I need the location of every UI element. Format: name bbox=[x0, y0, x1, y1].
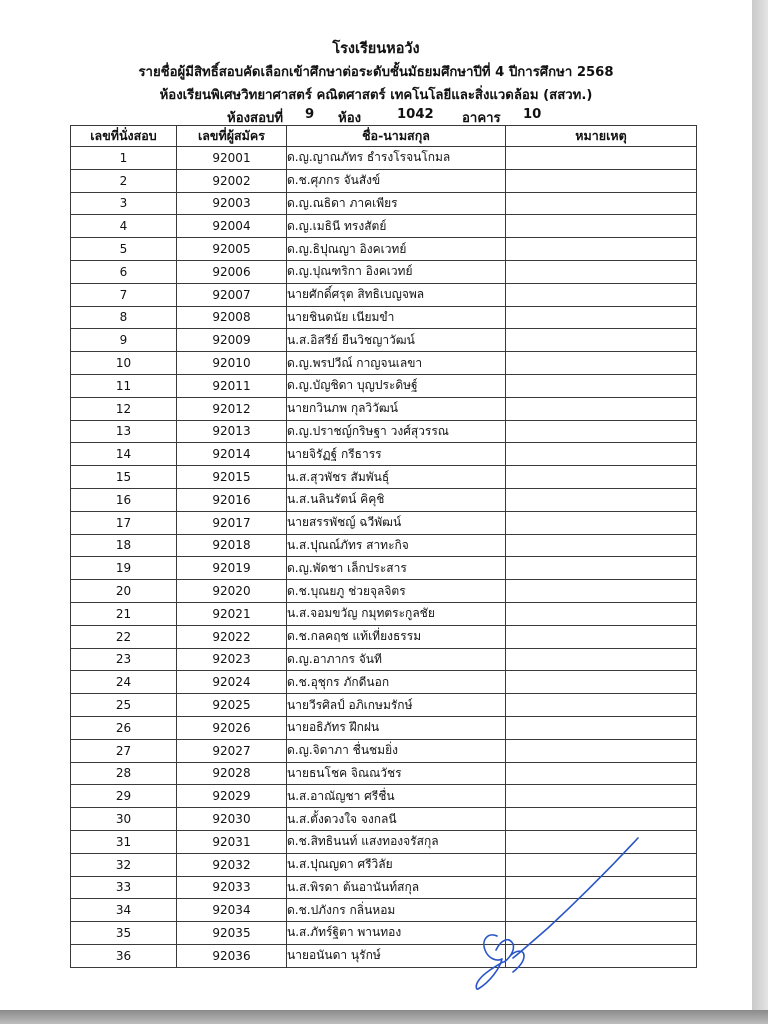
table-row bbox=[71, 306, 697, 329]
seat-number-cell: 10 bbox=[71, 352, 177, 375]
table-row bbox=[71, 192, 697, 215]
applicant-number-cell: 92013 bbox=[177, 420, 287, 443]
applicant-number-cell: 92012 bbox=[177, 397, 287, 420]
full-name-cell: ด.ช.บุณยภู ช่วยจุลจิตร bbox=[287, 580, 506, 603]
remarks-cell bbox=[506, 260, 697, 283]
applicant-number-cell: 92026 bbox=[177, 716, 287, 739]
seat-number-cell: 23 bbox=[71, 648, 177, 671]
header-full-name: ชื่อ-นามสกุล bbox=[287, 126, 506, 147]
remarks-cell bbox=[506, 329, 697, 352]
seat-number-cell: 25 bbox=[71, 694, 177, 717]
seat-number-cell: 15 bbox=[71, 466, 177, 489]
table-row bbox=[71, 580, 697, 603]
signature-stroke bbox=[476, 838, 638, 989]
seat-number-cell: 28 bbox=[71, 762, 177, 785]
seat-number-cell: 30 bbox=[71, 808, 177, 831]
full-name-cell: น.ส.นลินรัตน์ คิคุชิ bbox=[287, 488, 506, 511]
applicant-number-cell: 92020 bbox=[177, 580, 287, 603]
applicant-number-cell: 92018 bbox=[177, 534, 287, 557]
seat-number-cell: 36 bbox=[71, 944, 177, 967]
table-row bbox=[71, 716, 697, 739]
seat-number-cell: 35 bbox=[71, 922, 177, 945]
header-remarks: หมายเหตุ bbox=[506, 126, 697, 147]
applicant-number-cell: 92010 bbox=[177, 352, 287, 375]
seat-number-cell: 3 bbox=[71, 192, 177, 215]
seat-number-cell: 26 bbox=[71, 716, 177, 739]
seat-number-cell: 32 bbox=[71, 853, 177, 876]
seat-number-cell: 5 bbox=[71, 238, 177, 261]
exam-room-number: 9 bbox=[305, 107, 315, 122]
header-seat-number: เลขที่นั่งสอบ bbox=[71, 126, 177, 147]
table-row bbox=[71, 420, 697, 443]
table-row bbox=[71, 739, 697, 762]
table-row bbox=[71, 260, 697, 283]
full-name-cell: ด.ญ.พรปวีณ์ กาญจนเลขา bbox=[287, 352, 506, 375]
table-row bbox=[71, 808, 697, 831]
table-row bbox=[71, 625, 697, 648]
applicant-number-cell: 92017 bbox=[177, 511, 287, 534]
seat-number-cell: 1 bbox=[71, 147, 177, 170]
full-name-cell: นายวีรศิลป์ อภิเกษมรักษ์ bbox=[287, 694, 506, 717]
table-row bbox=[71, 147, 697, 170]
full-name-cell: ด.ญ.ณธิดา ภาคเพียร bbox=[287, 192, 506, 215]
applicant-number-cell: 92021 bbox=[177, 602, 287, 625]
table-row bbox=[71, 283, 697, 306]
applicant-number-cell: 92006 bbox=[177, 260, 287, 283]
full-name-cell: น.ส.จอมขวัญ กมุทตระกูลชัย bbox=[287, 602, 506, 625]
seat-number-cell: 2 bbox=[71, 169, 177, 192]
full-name-cell: น.ส.อาณัญชา ศรีชื่น bbox=[287, 785, 506, 808]
table-header-row bbox=[71, 126, 697, 147]
table-row bbox=[71, 488, 697, 511]
room-label: ห้อง bbox=[338, 111, 362, 126]
remarks-cell bbox=[506, 352, 697, 375]
seat-number-cell: 9 bbox=[71, 329, 177, 352]
seat-number-cell: 21 bbox=[71, 602, 177, 625]
remarks-cell bbox=[506, 374, 697, 397]
applicant-number-cell: 92007 bbox=[177, 283, 287, 306]
seat-number-cell: 12 bbox=[71, 397, 177, 420]
applicant-number-cell: 92001 bbox=[177, 147, 287, 170]
remarks-cell bbox=[506, 602, 697, 625]
table-row bbox=[71, 352, 697, 375]
full-name-cell: ด.ญ.เมธินี ทรงสัตย์ bbox=[287, 215, 506, 238]
full-name-cell: น.ส.ปุณญดา ศรีวิลัย bbox=[287, 853, 506, 876]
seat-number-cell: 16 bbox=[71, 488, 177, 511]
applicant-number-cell: 92015 bbox=[177, 466, 287, 489]
seat-number-cell: 33 bbox=[71, 876, 177, 899]
exam-room-label: ห้องสอบที่ bbox=[227, 111, 284, 126]
applicant-number-cell: 92011 bbox=[177, 374, 287, 397]
building-label: อาคาร bbox=[462, 111, 501, 126]
table-row bbox=[71, 511, 697, 534]
applicant-number-cell: 92023 bbox=[177, 648, 287, 671]
seat-number-cell: 31 bbox=[71, 830, 177, 853]
remarks-cell bbox=[506, 739, 697, 762]
table-row bbox=[71, 602, 697, 625]
full-name-cell: ด.ช.ปภังกร กลิ่นหอม bbox=[287, 899, 506, 922]
table-row bbox=[71, 169, 697, 192]
remarks-cell bbox=[506, 785, 697, 808]
remarks-cell bbox=[506, 808, 697, 831]
applicant-number-cell: 92016 bbox=[177, 488, 287, 511]
table-row bbox=[71, 762, 697, 785]
remarks-cell bbox=[506, 420, 697, 443]
applicant-number-cell: 92031 bbox=[177, 830, 287, 853]
table-row bbox=[71, 694, 697, 717]
remarks-cell bbox=[506, 283, 697, 306]
full-name-cell: ด.ญ.ปราชญ์กริษฐา วงศ์สุวรรณ bbox=[287, 420, 506, 443]
remarks-cell bbox=[506, 716, 697, 739]
applicant-number-cell: 92004 bbox=[177, 215, 287, 238]
signature-image bbox=[466, 832, 646, 992]
full-name-cell: นายศักดิ์ศรุต สิทธิเบญจพล bbox=[287, 283, 506, 306]
remarks-cell bbox=[506, 169, 697, 192]
remarks-cell bbox=[506, 534, 697, 557]
seat-number-cell: 20 bbox=[71, 580, 177, 603]
applicant-number-cell: 92008 bbox=[177, 306, 287, 329]
seat-number-cell: 22 bbox=[71, 625, 177, 648]
applicant-number-cell: 92003 bbox=[177, 192, 287, 215]
full-name-cell: นายธนโชค จิณณวัชร bbox=[287, 762, 506, 785]
full-name-cell: น.ส.ภัทร์ฐิตา พานทอง bbox=[287, 922, 506, 945]
full-name-cell: ด.ญ.ปุณฑริกา อิงคเวทย์ bbox=[287, 260, 506, 283]
applicant-number-cell: 92014 bbox=[177, 443, 287, 466]
full-name-cell: ด.ญ.ธิปุณญา อิงคเวทย์ bbox=[287, 238, 506, 261]
scanner-background bbox=[752, 0, 768, 1024]
remarks-cell bbox=[506, 557, 697, 580]
table-row bbox=[71, 329, 697, 352]
applicant-number-cell: 92033 bbox=[177, 876, 287, 899]
remarks-cell bbox=[506, 671, 697, 694]
full-name-cell: ด.ช.สิทธินนท์ แสงทองจรัสกุล bbox=[287, 830, 506, 853]
table-row bbox=[71, 785, 697, 808]
table-row bbox=[71, 534, 697, 557]
table-row bbox=[71, 215, 697, 238]
full-name-cell: ด.ช.อุชุกร ภักดีนอก bbox=[287, 671, 506, 694]
remarks-cell bbox=[506, 397, 697, 420]
full-name-cell: ด.ช.ศุภกร จันสังข์ bbox=[287, 169, 506, 192]
remarks-cell bbox=[506, 694, 697, 717]
full-name-cell: นายอธิภัทร ฝึกฝน bbox=[287, 716, 506, 739]
full-name-cell: น.ส.พิรดา ต้นอานันท์สกุล bbox=[287, 876, 506, 899]
remarks-cell bbox=[506, 238, 697, 261]
school-name: โรงเรียนหอวัง bbox=[332, 41, 420, 57]
full-name-cell: ด.ญ.อาภากร จันที bbox=[287, 648, 506, 671]
table-row bbox=[71, 671, 697, 694]
seat-number-cell: 7 bbox=[71, 283, 177, 306]
applicant-number-cell: 92009 bbox=[177, 329, 287, 352]
seat-number-cell: 13 bbox=[71, 420, 177, 443]
full-name-cell: น.ส.ปุณณ์ภัทร สาทะกิจ bbox=[287, 534, 506, 557]
table-row bbox=[71, 648, 697, 671]
seat-number-cell: 24 bbox=[71, 671, 177, 694]
remarks-cell bbox=[506, 625, 697, 648]
remarks-cell bbox=[506, 147, 697, 170]
applicant-number-cell: 92035 bbox=[177, 922, 287, 945]
full-name-cell: นายกวินภพ กุลวิวัฒน์ bbox=[287, 397, 506, 420]
full-name-cell: น.ส.อิสรีย์ ยืนวิชญาวัฒน์ bbox=[287, 329, 506, 352]
seat-number-cell: 14 bbox=[71, 443, 177, 466]
remarks-cell bbox=[506, 488, 697, 511]
applicant-number-cell: 92025 bbox=[177, 694, 287, 717]
seat-number-cell: 17 bbox=[71, 511, 177, 534]
remarks-cell bbox=[506, 511, 697, 534]
applicant-number-cell: 92032 bbox=[177, 853, 287, 876]
table-row bbox=[71, 238, 697, 261]
seat-number-cell: 27 bbox=[71, 739, 177, 762]
header-applicant-number: เลขที่ผู้สมัคร bbox=[177, 126, 287, 147]
seat-number-cell: 6 bbox=[71, 260, 177, 283]
applicant-number-cell: 92002 bbox=[177, 169, 287, 192]
remarks-cell bbox=[506, 580, 697, 603]
applicant-number-cell: 92027 bbox=[177, 739, 287, 762]
seat-number-cell: 8 bbox=[71, 306, 177, 329]
full-name-cell: ด.ญ.พัดชา เล็กประสาร bbox=[287, 557, 506, 580]
applicant-number-cell: 92024 bbox=[177, 671, 287, 694]
full-name-cell: นายชินดนัย เนียมขำ bbox=[287, 306, 506, 329]
seat-number-cell: 29 bbox=[71, 785, 177, 808]
applicant-number-cell: 92029 bbox=[177, 785, 287, 808]
applicant-number-cell: 92022 bbox=[177, 625, 287, 648]
building-number: 10 bbox=[523, 107, 542, 122]
full-name-cell: ด.ญ.บัญชิดา บุญประดิษฐ์ bbox=[287, 374, 506, 397]
table-row bbox=[71, 397, 697, 420]
applicant-number-cell: 92005 bbox=[177, 238, 287, 261]
full-name-cell: นายอนันดา นุรักษ์ bbox=[287, 944, 506, 967]
applicant-number-cell: 92028 bbox=[177, 762, 287, 785]
full-name-cell: นายจิรัฏฐ์ กรีธารร bbox=[287, 443, 506, 466]
remarks-cell bbox=[506, 215, 697, 238]
seat-number-cell: 18 bbox=[71, 534, 177, 557]
document-title: รายชื่อผู้มีสิทธิ์สอบคัดเลือกเข้าศึกษาต่อระดับชั้นมัธยมศึกษาปีที่ 4 ปีการศึกษา 2568 bbox=[138, 65, 614, 80]
seat-number-cell: 11 bbox=[71, 374, 177, 397]
full-name-cell: ด.ช.กลคฤช แท้เที่ยงธรรม bbox=[287, 625, 506, 648]
full-name-cell: ด.ญ.จิดาภา ชื่นชมยิ่ง bbox=[287, 739, 506, 762]
seat-number-cell: 19 bbox=[71, 557, 177, 580]
remarks-cell bbox=[506, 466, 697, 489]
program-name: ห้องเรียนพิเศษวิทยาศาสตร์ คณิตศาสตร์ เทคโนโลยีและสิ่งแวดล้อม (สสวท.) bbox=[159, 88, 593, 103]
remarks-cell bbox=[506, 192, 697, 215]
seat-number-cell: 34 bbox=[71, 899, 177, 922]
scanner-edge bbox=[0, 1010, 768, 1024]
full-name-cell: ด.ญ.ญาณภัทร ธำรงโรจนโกมล bbox=[287, 147, 506, 170]
seat-number-cell: 4 bbox=[71, 215, 177, 238]
full-name-cell: น.ส.ตั้งดวงใจ จงกลนี bbox=[287, 808, 506, 831]
applicant-number-cell: 92019 bbox=[177, 557, 287, 580]
remarks-cell bbox=[506, 306, 697, 329]
table-row bbox=[71, 557, 697, 580]
table-row bbox=[71, 466, 697, 489]
applicant-number-cell: 92030 bbox=[177, 808, 287, 831]
remarks-cell bbox=[506, 648, 697, 671]
full-name-cell: นายสรรพัชญ์ ฉวีพัฒน์ bbox=[287, 511, 506, 534]
remarks-cell bbox=[506, 762, 697, 785]
room-number: 1042 bbox=[397, 107, 434, 122]
applicant-number-cell: 92034 bbox=[177, 899, 287, 922]
full-name-cell: น.ส.สุวพัชร สัมพันธุ์ bbox=[287, 466, 506, 489]
table-row bbox=[71, 443, 697, 466]
table-row bbox=[71, 374, 697, 397]
remarks-cell bbox=[506, 443, 697, 466]
applicant-number-cell: 92036 bbox=[177, 944, 287, 967]
